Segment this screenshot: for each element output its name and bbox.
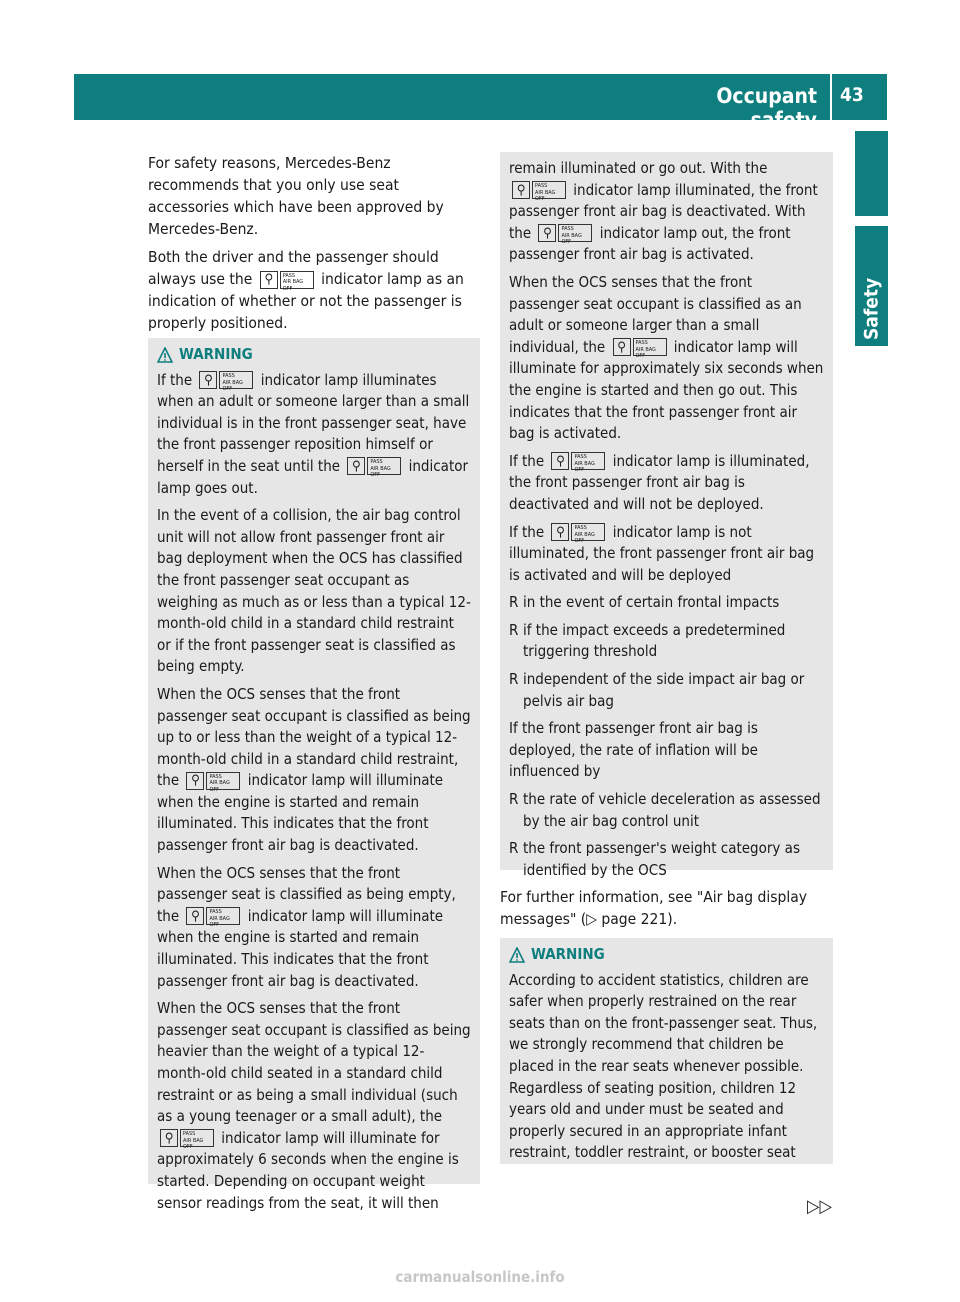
pass-air-bag-off-indicator-icon: ⚲ PASS AIR BAG OFF — [613, 338, 667, 356]
page-reference-link[interactable]: page 221 — [601, 910, 668, 928]
side-tab-block — [855, 131, 888, 216]
pass-air-bag-off-indicator-icon: ⚲ PASS AIR BAG OFF — [538, 224, 592, 242]
warning-paragraph: When the OCS senses that the front passenger seat is classified as being empty, the ⚲ PASS AIR BAG OFF indicator lamp will illuminate when the engine is started and remain illuminated. This indicates that the front passenger front air bag is deactivated. — [157, 863, 456, 990]
warning-paragraph: If the ⚲ PASS AIR BAG OFF indicator lamp illuminates when an adult or someone larger than a small individual is in the front passenger seat, have the front passenger reposition himself or herself in the seat until the ⚲ PASS AIR BAG OFF indicator lamp goes out. — [157, 370, 470, 497]
list-item: R if the impact exceeds a predetermined triggering threshold — [509, 620, 786, 661]
list-item: R the front passenger's weight category as identified by the OCS — [509, 839, 800, 879]
box-paragraph: If the front passenger front air bag is deployed, the rate of inflation will be influenced by — [509, 719, 758, 781]
side-tab-label: Safety — [855, 226, 888, 346]
warning-paragraph: According to accident statistics, children are safer when properly restrained on the rear seats than on the front-passenger seat. Thus, we strongly recommend that children be placed in the rear seats whenever possible. Regardless of seating position, children 12 years old and under must be seated and properly secured in an appropriate infant restraint, toddler restraint, or booster seat — [509, 970, 818, 1162]
warning-box-children — [500, 938, 833, 1164]
header-separator — [830, 74, 832, 120]
warning-heading: WARNING — [509, 944, 825, 966]
warning-paragraph: When the OCS senses that the front passenger seat occupant is classified as being up to or less than the weight of a typical 12-month-old child in a standard child restraint, the ⚲ PASS AIR BAG OFF indicator lamp will illuminate when the engine is started and remain illuminated. This indicates that the front passenger front air bag is deactivated. — [157, 684, 471, 855]
warning-heading: WARNING — [157, 344, 472, 366]
warning-box — [148, 338, 480, 1212]
pass-air-bag-off-indicator-icon: ⚲ PASS AIR BAG OFF — [347, 457, 401, 475]
pass-air-bag-off-indicator-icon: ⚲ PASS AIR BAG OFF — [199, 371, 253, 389]
warning-triangle-icon — [509, 947, 525, 963]
pass-air-bag-off-indicator-icon: ⚲ PASS AIR BAG OFF — [186, 772, 240, 790]
box-paragraph: If the ⚲ PASS AIR BAG OFF indicator lamp is not illuminated, the front passenger front air bag is activated and will be deployed — [509, 522, 815, 584]
section-title: Occupant safety — [716, 84, 817, 132]
pass-air-bag-off-indicator-icon: ⚲ PASS AIR BAG OFF — [160, 1129, 214, 1147]
page-number: 43 — [840, 84, 864, 106]
continued-warning-box — [500, 152, 833, 879]
box-paragraph: When the OCS senses that the front passenger seat occupant is classified as an adult or someone larger than a small individual, the ⚲ PASS AIR BAG OFF indicator lamp will illuminate for approximately six seconds when the engine is started and then go out. This indicates that the front passenger front air bag is activated. — [509, 272, 824, 443]
pass-air-bag-off-indicator-icon: ⚲ PASS AIR BAG OFF — [260, 271, 314, 289]
intro-text — [148, 152, 478, 340]
pass-air-bag-off-indicator-icon: ⚲ PASS AIR BAG OFF — [551, 452, 605, 470]
box-paragraph: remain illuminated or go out. With the ⚲ PASS AIR BAG OFF indicator lamp illuminated, the front passenger front air bag is deactivated. With the ⚲ PASS AIR BAG OFF indicator lamp out, the front passenger front air bag is activated. — [509, 159, 818, 264]
warning-triangle-icon — [157, 347, 173, 363]
further-info: For further information, see "Air bag display messages" (▷ page 221). — [500, 888, 808, 928]
bullet-list — [509, 789, 825, 881]
pass-air-bag-off-indicator-icon: ⚲ PASS AIR BAG OFF — [186, 907, 240, 925]
warning-paragraph: In the event of a collision, the air bag control unit will not allow front passenger front air bag deployment when the OCS has classified the front passenger seat occupant as weighing as much as or less than a typical 12-month-old child in a standard child restraint or if the front passenger seat is classified as being empty. — [157, 506, 471, 676]
intro-paragraph-indicator: Both the driver and the passenger should always use the ⚲ PASS AIR BAG OFF indicator lamp as an indication of whether or not the passenger is properly positioned. — [148, 248, 464, 332]
continue-arrow-icon: ▷▷ — [807, 1196, 832, 1217]
page-ref-arrow-icon: ▷ — [586, 910, 597, 928]
list-item: R in the event of certain frontal impacts — [509, 593, 780, 612]
list-item: R independent of the side impact air bag or pelvis air bag — [509, 670, 805, 710]
warning-paragraph: When the OCS senses that the front passenger seat occupant is classified as being heavier than the weight of a typical 12-month-old child seated in a standard child restraint or as being a small individual (such as a young teenager or a small adult), the ⚲ PASS AIR BAG OFF indicator lamp will illuminate for approximately 6 seconds when the engine is started. Depending on occupant weight sensor readings from the seat, it will then — [157, 999, 471, 1212]
pass-air-bag-off-indicator-icon: ⚲ PASS AIR BAG OFF — [551, 523, 605, 541]
watermark: carmanualsonline.info — [395, 1268, 565, 1286]
box-paragraph: If the ⚲ PASS AIR BAG OFF indicator lamp is illuminated, the front passenger front air bag is deactivated and will not be deployed. — [509, 451, 810, 513]
bullet-list — [509, 592, 825, 712]
pass-air-bag-off-indicator-icon: ⚲ PASS AIR BAG OFF — [512, 181, 566, 199]
intro-paragraph: For safety reasons, Mercedes-Benz recommends that you only use seat accessories which have been approved by Mercedes-Benz. — [148, 154, 444, 238]
list-item: R the rate of vehicle deceleration as assessed by the air bag control unit — [509, 790, 821, 830]
